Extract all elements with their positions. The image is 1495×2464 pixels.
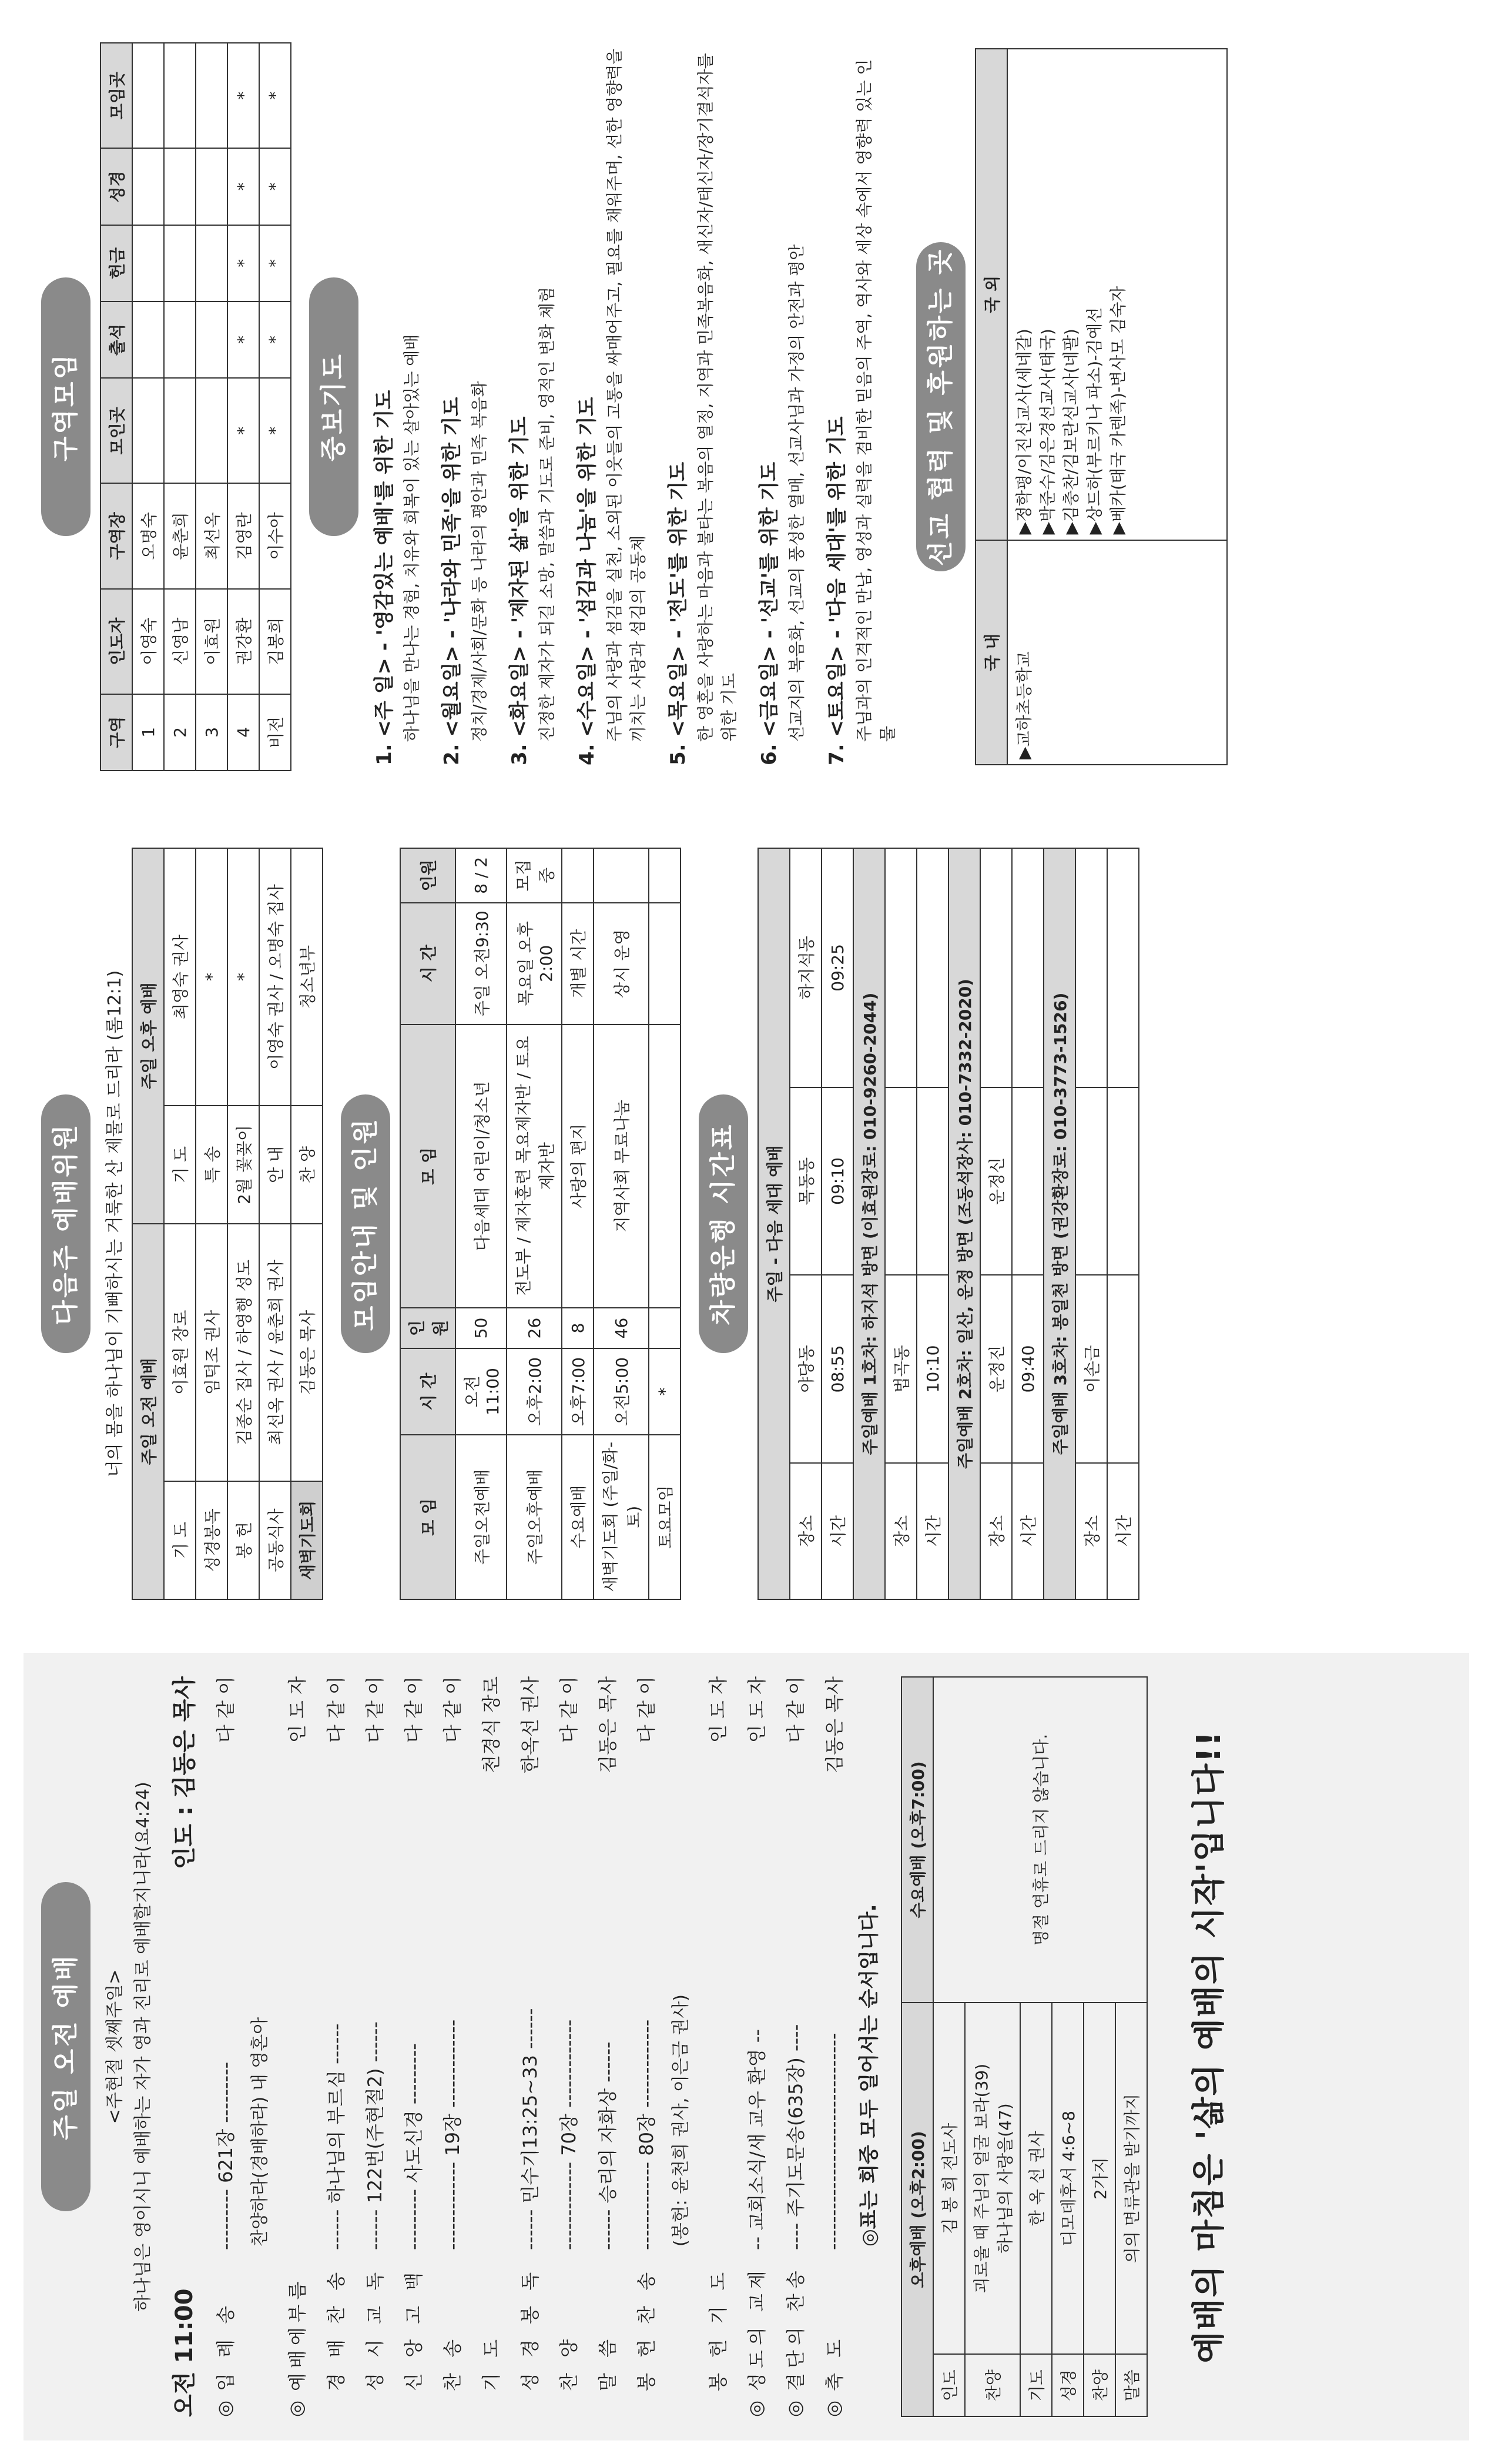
worship-title: 주일 오전 예배 (41, 1882, 90, 2211)
order-row: 경 배 찬 송 ------ 하나님의 부르심 ------ 다 같 이 (325, 1676, 347, 2391)
order-row: ◎ 축 도 -------------------------------- 김동은 목사 (822, 1676, 846, 2417)
prayer-list (368, 48, 899, 765)
worship-time: 오전 11:00 (171, 2288, 198, 2417)
standing-note: ◎표는 회중 모두 일어서는 순서입니다. (857, 1904, 881, 2247)
overseas-list: ▶정학평/이진선교사(세네갈) ▶박준수/김은경선교사(태국) ▶김충찬/김보란선교사(네팔) ▶상드하(부르키나 파소)-김예선 ▶베카(태국 카렌족)-변사모 김숙자 (1007, 49, 1227, 540)
meetings-title: 모임안내 및 인원 (341, 1094, 390, 1353)
closing-message: 예배의 마침은 '삶의 예배의 시작'입니다!! (1190, 1730, 1228, 2363)
domestic-list: ▶교하초등학교 (1007, 540, 1227, 765)
prayer-item: 6. <금요일> - '선교'를 위한 기도 선교지의 복음화, 선교의 풍성한 열매, 선교사님과 가정의 안전과 평안 (757, 244, 806, 765)
worship-order (205, 1676, 886, 2417)
order-row: 성 시 교 독 ------ 122번(주현절2) ------ 다 같 이 (364, 1676, 386, 2391)
order-row: 찬 송 ------------- 19장 ------------- 다 같 이 (441, 1676, 464, 2391)
prayer-item: 7. <토요일> - '다음 세대'를 위한 기도 주님과의 인격적인 만남, 영성과 실력을 겸비한 믿음의 주역, 역사와 세상 속에서 영향력 있는 인물 (825, 59, 897, 765)
wednesday-note: 명절 연휴로 드리지 않습니다. (933, 1677, 1147, 2003)
order-note: (봉헌: 윤천희 권사, 이은금 권사) (671, 1994, 691, 2247)
order-row: 기 도 천경식 장로 (480, 1676, 502, 2391)
worship-leader: 인도 : 김동은 목사 (171, 1676, 198, 1870)
prayer-item: 4. <수요일> - '섬김과 나눔'을 위한 기도 주님의 사랑과 섬김을 실천, 소외된 이웃들의 고통을 싸매어주고, 필요를 채워주며, 선한 영향력을 끼치는 사랑과 섬김의 공동체 (575, 48, 648, 765)
order-row: 봉 헌 기 도 인 도 자 (707, 1676, 729, 2391)
groups-title: 구역모임 (41, 277, 90, 536)
wednesday-header: 수요예배 (오후7:00) (901, 1677, 933, 2003)
info-panel (24, 824, 1469, 1623)
order-row: ◎ 입 례 송 --------- 621장 --------- 다 같 이 (213, 1676, 237, 2417)
worship-scripture: 하나님은 영이시니 예배하는 자가 영과 진리로 예배할지니라(요4:24) (133, 1782, 153, 2312)
missions-title: 선교 협력 및 후원하는 곳 (916, 242, 966, 571)
afternoon-header: 오후예배 (오후2:00) (901, 2003, 933, 2416)
worship-time-row (166, 1676, 199, 2417)
order-row: ◎ 결단의 찬송 ---- 주기도문송(635장) ---- 다 같 이 (783, 1676, 807, 2417)
groups-table: 구역 인도자 구역장 모인곳 출석 헌금 성경 모임곳 1 이영숙 오명숙 2 신영남 윤춘희 3 이효원 최선옥 4 권강환 김영란 * * * * * 비전 김봉희 이수아 * * * * * (100, 42, 291, 771)
order-row: ◎ 예배에부름 인 도 자 (285, 1676, 309, 2417)
prayer-item: 2. <월요일> - '나라와 민족'을 위한 기도 정치/경제/사회/문화 등 나라의 평안과 민족 복음화 (440, 381, 489, 765)
meetings-table: 모 임 시 간 인원 모 임 시 간 인원 주일오전예배 오전11:00 50 다음세대 어린이/청소년 주일 오전9:30 8 / 2 주일오후예배 오후2:00 26 전도부 / 제자훈련 목요제자반 / 토요제자반 목요일 오후2:00 모집중 수요예배 오후7:00 8 사랑의 편지 개별 시간 새벽기도회 (주일/화-토) 오전5:00 46 지역사회 무료나눔 상시 운영 토요모임 * (400, 848, 681, 1600)
order-row: 봉 헌 찬 송 ------------- 80장 ------------- 다 같 이 (635, 1676, 658, 2391)
nextweek-table: 주일 오전 예배 주일 오후 예배 기 도 이효원 장로 기 도 최영숙 권사 성경봉독 임덕조 권사 특 송 * 봉 헌 김종순 집사 / 하영행 성도 2월 꽃꽂이 * 공동식사 최선옥 권사 / 윤춘희 권사 안 내 이영숙 권사 / 오명숙 집사 새벽기도회 김동은 목사 찬 양 청소년부 (132, 848, 323, 1600)
order-row: 신 앙 고 백 --------- 사도신경 --------- 다 같 이 (403, 1676, 425, 2391)
nextweek-title: 다음주 예배위원 (41, 1094, 90, 1353)
afternoon-service-table: 오후예배 (오후2:00) 수요예배 (오후7:00) 인도 김 봉 희 전도사 명절 연휴로 드리지 않습니다. 찬양 괴로울 때 주님의 얼굴 보라(39) 하나님의 사랑을(47) 기도 한 옥 선 권사 성경 디모데후서 4:6~8 찬양 2가지 말씀 의의 면류관을 받기까지 (901, 1676, 1148, 2417)
worship-panel (24, 1653, 1469, 2440)
order-row: 성 경 봉 독 ------ 민수기13:25~33 ------ 한옥선 권사 (519, 1676, 541, 2391)
order-row: 찬 양 ------------- 70장 ------------- 다 같 이 (558, 1676, 580, 2391)
prayer-item: 3. <화요일> - '제자된 삶'을 위한 기도 진정한 제자가 되길 소망, 말씀과 기도로 준비, 영적인 변화 체험 (508, 286, 557, 765)
transport-table: 주일 - 다음 세대 예배 장소 야당동 목동동 하지석동 시간 08:55 09:10 09:25 주일예배 1호차: 하지석 방면 (이효원장로: 010-9260-2044) 장소 법곡동 시간 10:10 주일예배 2호차: 일산, 운정 방면 (조동석장사: 010-7332-2020) 장소 운정진 운정신 시간 09:40 주일예배 3호차: 봉일천 방면 (권강환장로: 010-3773-1526) 장소 이손금 시간 (757, 848, 1139, 1600)
order-row: ◎ 성도의 교제 -- 교회소식/새 교우 환영 -- 인 도 자 (745, 1676, 768, 2417)
worship-subtitle: <주현절 셋째주일> (105, 1969, 125, 2124)
prayer-item: 5. <목요일> - '전도'를 위한 기도 한 영혼을 사랑하는 마음과 불타는 복음의 열정, 지역과 민족복음화, 새신자/태신자/장기결석자를 위한 기도 (666, 53, 739, 765)
community-panel (24, 19, 1469, 795)
order-note: 찬양하라(경배하라) 내 영혼아 (250, 2017, 270, 2247)
prayer-title: 중보기도 (309, 277, 358, 536)
prayer-item: 1. <주 일> - '영감있는 예배'를 위한 기도 하나님을 만나는 경험, 치유와 회복이 있는 살아있는 예배 (373, 334, 421, 765)
missions-table: 국 내 국 외 ▶교하초등학교 ▶정학평/이진선교사(세네갈) ▶박준수/김은경선교사(태국) ▶김충찬/김보란선교사(네팔) ▶상드하(부르키나 파소)-김예선 ▶베카(태국 카렌족)-변사모 김숙자 (975, 48, 1228, 765)
order-row: 말 씀 ------ 승리의 자화상 ------ 김동은 목사 (596, 1676, 619, 2391)
nextweek-verse: 너의 몸을 하나님이 기뻐하시는 거룩한 산 제물로 드리라 (롬12:1) (105, 970, 125, 1478)
transport-title: 차량운행 시간표 (699, 1094, 748, 1353)
